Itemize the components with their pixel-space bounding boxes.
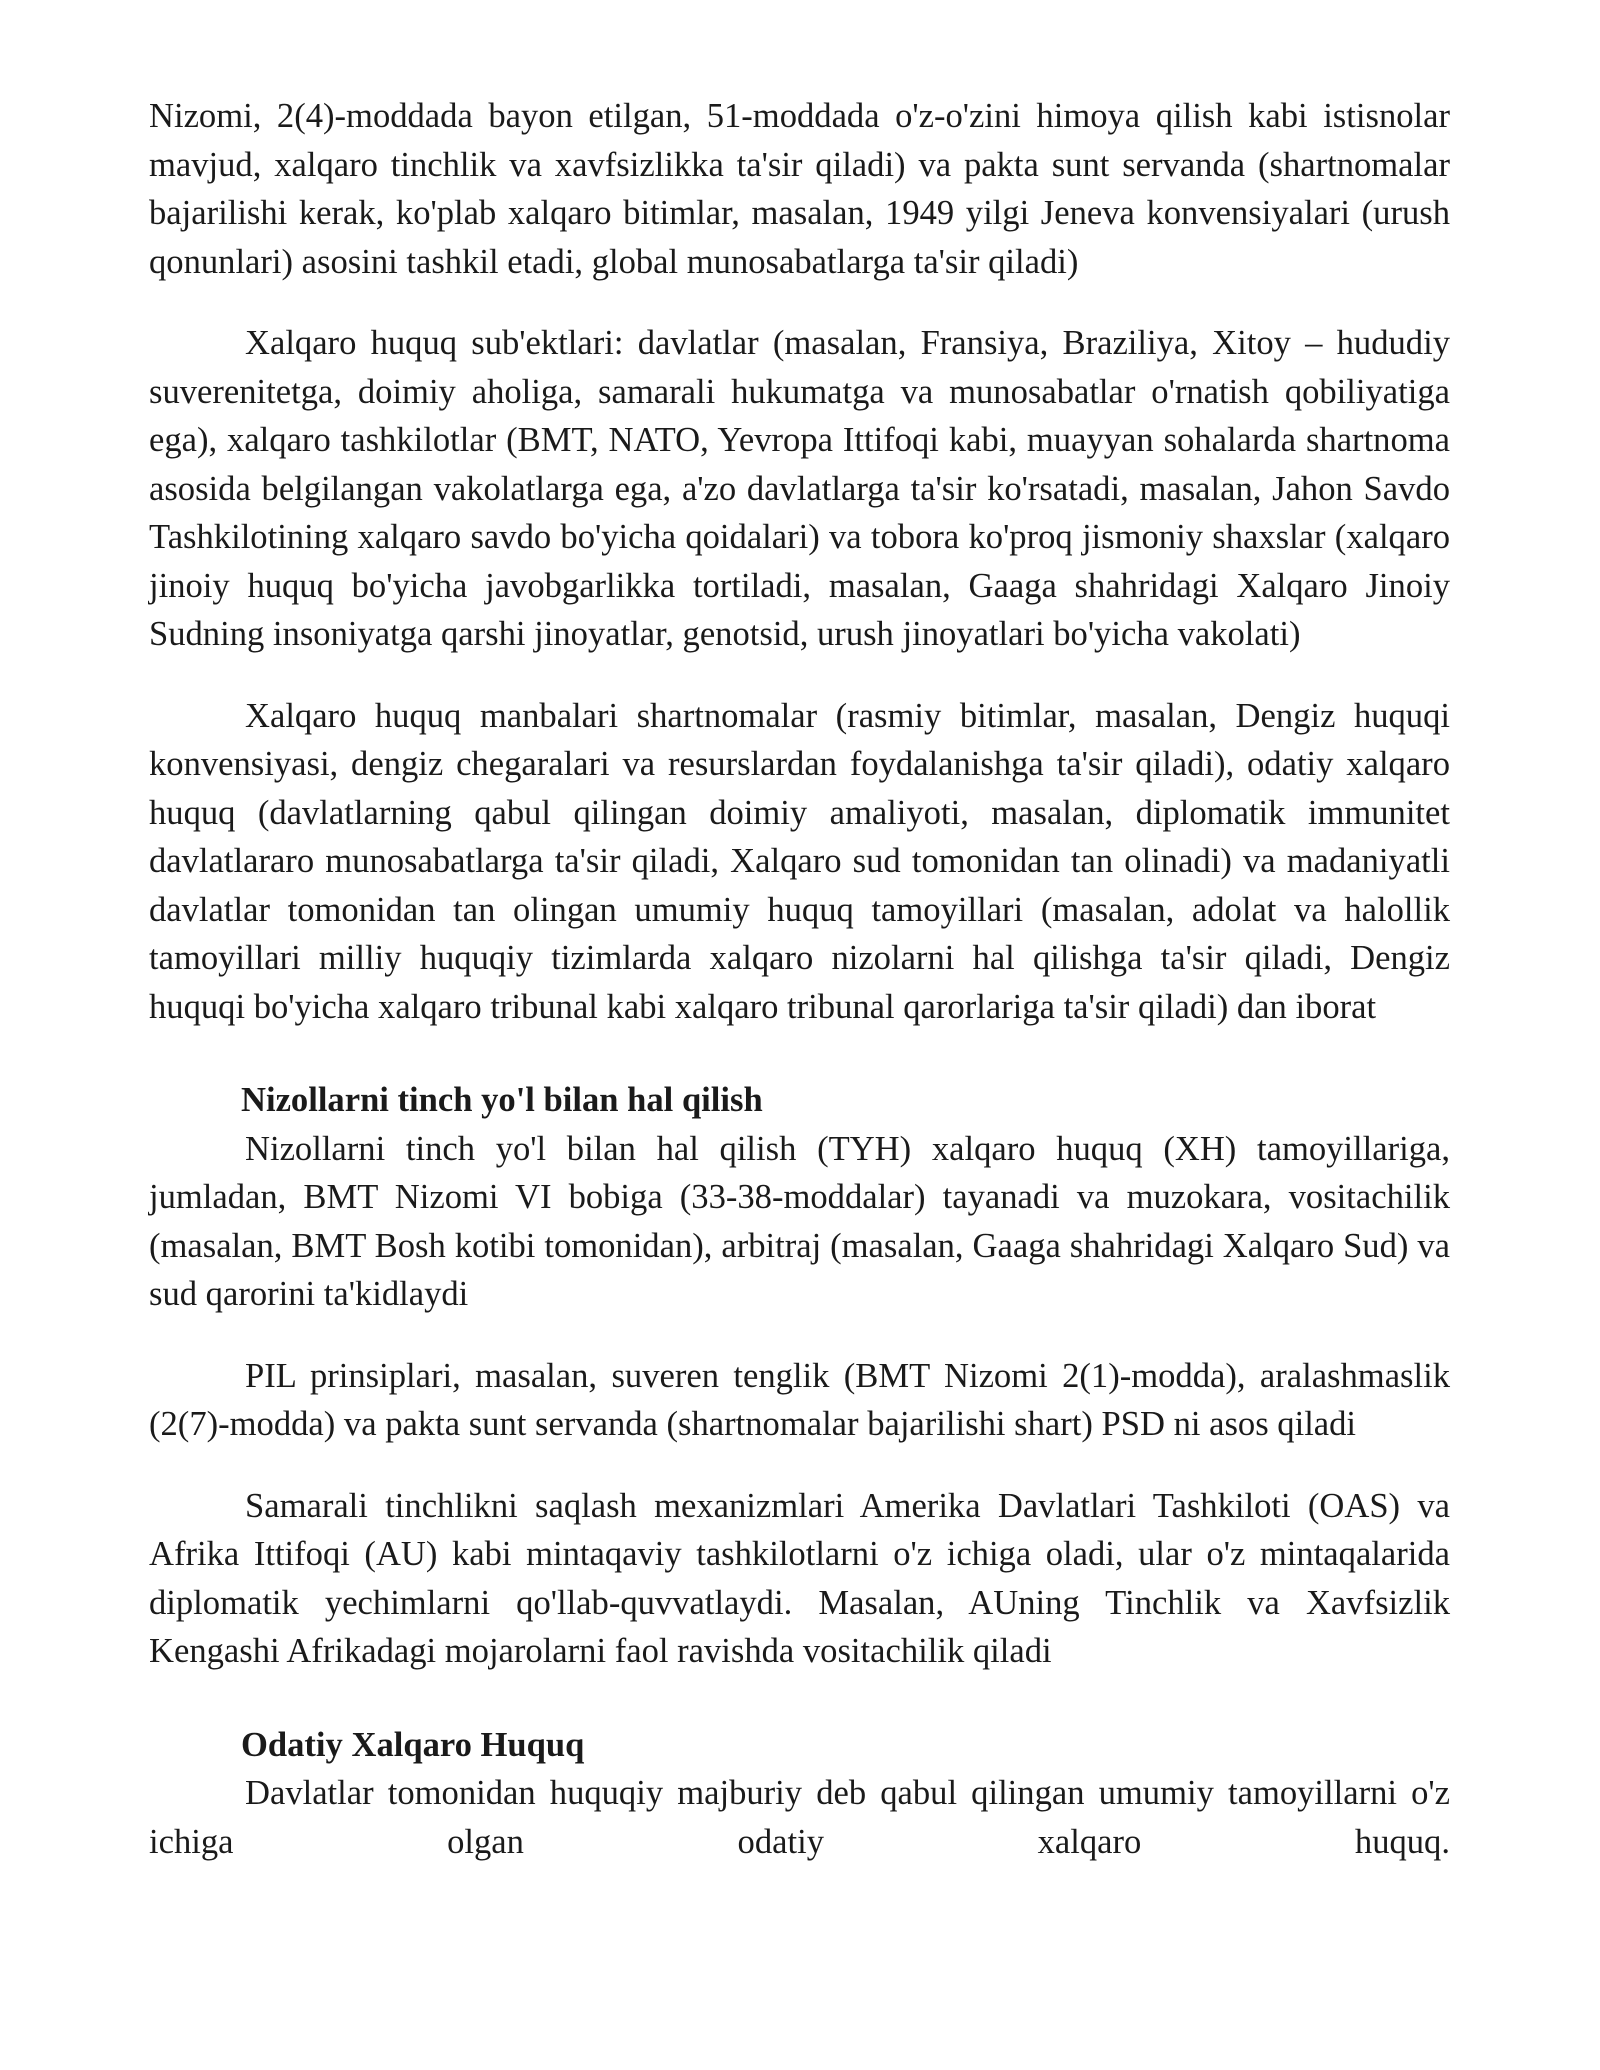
section-heading: Nizollarni tinch yo'l bilan hal qilish: [241, 1081, 763, 1119]
section-heading: Odatiy Xalqaro Huquq: [241, 1725, 585, 1764]
paragraph: Samarali tinchlikni saqlash mexanizmlari Amerika Davlatlari Tashkiloti (OAS) va Afrika Ittifoqi (AU) kabi mintaqaviy tashkilotlarni o'z ichiga oladi, ular o'z mintaqalarida diplomatik yechimlarni qo'llab-quvvatlaydi. Masalan, AUning Tinchlik va Xavfsizlik Kengashi Afrikadagi mojarolarni faol ravishda vositachilik qiladi: [149, 1486, 1450, 1670]
document-page: [149, 92, 1450, 1899]
paragraph: PIL prinsiplari, masalan, suveren tenglik (BMT Nizomi 2(1)-modda), aralashmaslik (2(7)-modda) va pakta sunt servanda (shartnomalar bajarilishi shart) PSD ni asos qiladi: [149, 1356, 1450, 1443]
paragraph: Xalqaro huquq sub'ektlari: davlatlar (masalan, Fransiya, Braziliya, Xitoy – hududiy suverenitetga, doimiy aholiga, samarali hukumatga va munosabatlar o'rnatish qobiliyatiga ega), xalqaro tashkilotlar (BMT, NATO, Yevropa Ittifoqi kabi, muayyan sohalarda shartnoma asosida belgilangan vakolatlarga ega, a'zo davlatlarga ta'sir ko'rsatadi, masalan, Jahon Savdo Tashkilotining xalqaro savdo bo'yicha qoidalari) va tobora ko'proq jismoniy shaxslar (xalqaro jinoiy huquq bo'yicha javobgarlikka tortiladi, masalan, Gaaga shahridagi Xalqaro Jinoiy Sudning insoniyatga qarshi jinoyatlar, genotsid, urush jinoyatlari bo'yicha vakolati): [149, 324, 1450, 653]
paragraph: Xalqaro huquq manbalari shartnomalar (rasmiy bitimlar, masalan, Dengiz huquqi konvensiyasi, dengiz chegaralari va resurslardan foydalanishga ta'sir qiladi), odatiy xalqaro huquq (davlatlarning qabul qilingan doimiy amaliyoti, masalan, diplomatik immunitet davlatlararo munosabatlarga ta'sir qiladi, Xalqaro sud tomonidan tan olinadi) va madaniyatli davlatlar tomonidan tan olingan umumiy huquq tamoyillari (masalan, adolat va halollik tamoyillari milliy huquqiy tizimlarda xalqaro nizolarni hal qilishga ta'sir qiladi, Dengiz huquqi bo'yicha xalqaro tribunal kabi xalqaro tribunal qarorlariga ta'sir qiladi) dan iborat: [149, 696, 1450, 1026]
paragraph: Davlatlar tomonidan huquqiy majburiy deb qabul qilingan umumiy tamoyillarni o'z ichiga olgan odatiy xalqaro huquq.: [149, 1774, 1450, 1861]
paragraph: Nizollarni tinch yo'l bilan hal qilish (TYH) xalqaro huquq (XH) tamoyillariga, jumladan, BMT Nizomi VI bobiga (33-38-moddalar) tayanadi va muzokara, vositachilik (masalan, BMT Bosh kotibi tomonidan), arbitraj (masalan, Gaaga shahridagi Xalqaro Sud) va sud qarorini ta'kidlaydi: [149, 1129, 1450, 1313]
paragraph: Nizomi, 2(4)-moddada bayon etilgan, 51-moddada o'z-o'zini himoya qilish kabi istisnolar mavjud, xalqaro tinchlik va xavfsizlikka ta'sir qiladi) va pakta sunt servanda (shartnomalar bajarilishi kerak, ko'plab xalqaro bitimlar, masalan, 1949 yilgi Jeneva konvensiyalari (urush qonunlari) asosini tashkil etadi, global munosabatlarga ta'sir qiladi): [149, 97, 1450, 281]
